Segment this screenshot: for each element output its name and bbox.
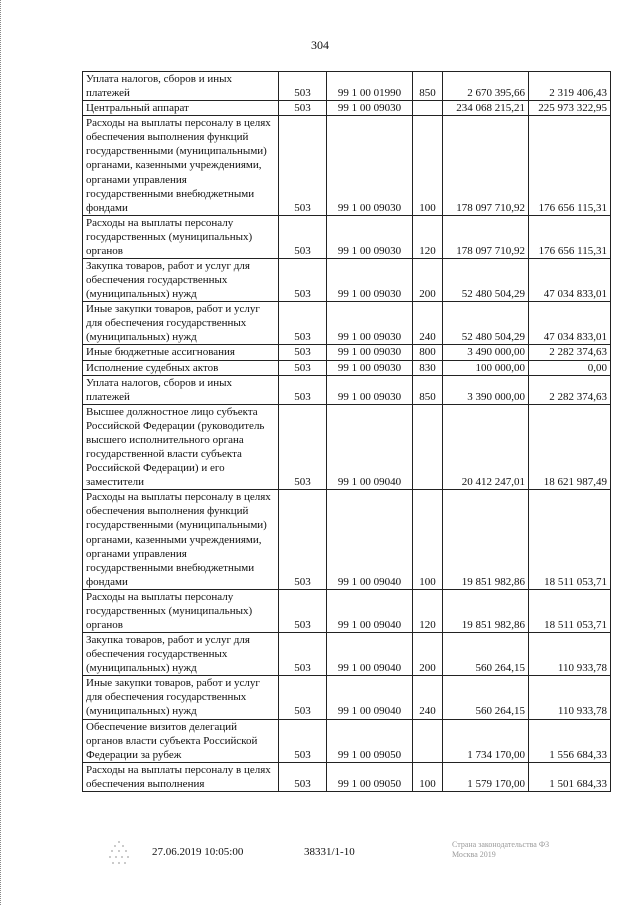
cell-target: 99 1 00 09030 — [327, 375, 413, 404]
cell-name: Центральный аппарат — [83, 101, 279, 116]
cell-name: Уплата налогов, сборов и иных платежей — [83, 72, 279, 101]
cell-value-1: 52 480 504,29 — [443, 259, 529, 302]
cell-type: 200 — [413, 633, 443, 676]
cell-type: 100 — [413, 762, 443, 791]
cell-target: 99 1 00 09050 — [327, 762, 413, 791]
cell-value-2: 176 656 115,31 — [529, 215, 611, 258]
table-row — [83, 302, 611, 345]
cell-value-1: 178 097 710,92 — [443, 116, 529, 216]
footer-watermark — [452, 840, 549, 861]
table-row — [83, 490, 611, 590]
cell-value-1: 19 851 982,86 — [443, 589, 529, 632]
cell-type: 100 — [413, 490, 443, 590]
cell-target: 99 1 00 09040 — [327, 404, 413, 489]
cell-name: Иные закупки товаров, работ и услуг для обеспечения государственных (муниципальных) нужд — [83, 676, 279, 719]
table-row — [83, 116, 611, 216]
cell-name: Уплата налогов, сборов и иных платежей — [83, 375, 279, 404]
watermark-line-1: Страна законодательства ФЗ — [452, 840, 550, 849]
cell-code: 503 — [279, 719, 327, 762]
cell-name: Обеспечение визитов делегаций органов власти субъекта Российской Федерации за рубеж — [83, 719, 279, 762]
cell-value-1: 560 264,15 — [443, 633, 529, 676]
budget-table — [82, 71, 611, 792]
cell-name: Расходы на выплаты персоналу в целях обеспечения выполнения — [83, 762, 279, 791]
cell-target: 99 1 00 09030 — [327, 101, 413, 116]
cell-code: 503 — [279, 404, 327, 489]
cell-type: 800 — [413, 345, 443, 360]
cell-type: 850 — [413, 72, 443, 101]
cell-target: 99 1 00 09030 — [327, 215, 413, 258]
cell-type: 200 — [413, 259, 443, 302]
cell-type: 120 — [413, 215, 443, 258]
cell-target: 99 1 00 09030 — [327, 345, 413, 360]
scan-edge — [0, 0, 4, 905]
cell-target: 99 1 00 09030 — [327, 360, 413, 375]
cell-code: 503 — [279, 259, 327, 302]
table-row — [83, 404, 611, 489]
cell-value-1: 178 097 710,92 — [443, 215, 529, 258]
cell-value-2: 18 621 987,49 — [529, 404, 611, 489]
cell-target: 99 1 00 09040 — [327, 490, 413, 590]
page-number: 304 — [311, 38, 329, 52]
cell-value-2: 2 282 374,63 — [529, 345, 611, 360]
table-row — [83, 762, 611, 791]
cell-code: 503 — [279, 633, 327, 676]
table-row — [83, 259, 611, 302]
cell-value-1: 3 490 000,00 — [443, 345, 529, 360]
cell-value-2: 225 973 322,95 — [529, 101, 611, 116]
table-row — [83, 589, 611, 632]
table-row — [83, 360, 611, 375]
cell-value-2: 18 511 053,71 — [529, 490, 611, 590]
table-row — [83, 719, 611, 762]
cell-code: 503 — [279, 375, 327, 404]
cell-type — [413, 404, 443, 489]
cell-target: 99 1 00 09030 — [327, 259, 413, 302]
table-row — [83, 101, 611, 116]
cell-target: 99 1 00 09030 — [327, 116, 413, 216]
cell-code: 503 — [279, 101, 327, 116]
cell-value-1: 2 670 395,66 — [443, 72, 529, 101]
cell-name: Расходы на выплаты персоналу государственных (муниципальных) органов — [83, 215, 279, 258]
cell-type: 240 — [413, 676, 443, 719]
cell-value-1: 1 579 170,00 — [443, 762, 529, 791]
cell-name: Расходы на выплаты персоналу государственных (муниципальных) органов — [83, 589, 279, 632]
cell-name: Иные бюджетные ассигнования — [83, 345, 279, 360]
table-row — [83, 633, 611, 676]
cell-code: 503 — [279, 116, 327, 216]
cell-name: Расходы на выплаты персоналу в целях обеспечения выполнения функций государственными (муниципальными) органами, казенными учреждениями, органами управления государственными внебюджетными фондами — [83, 490, 279, 590]
cell-code: 503 — [279, 490, 327, 590]
cell-value-1: 20 412 247,01 — [443, 404, 529, 489]
cell-value-2: 2 319 406,43 — [529, 72, 611, 101]
cell-target: 99 1 00 09040 — [327, 589, 413, 632]
cell-target: 99 1 00 09040 — [327, 633, 413, 676]
cell-value-2: 0,00 — [529, 360, 611, 375]
cell-target: 99 1 00 09040 — [327, 676, 413, 719]
cell-value-1: 3 390 000,00 — [443, 375, 529, 404]
cell-value-1: 560 264,15 — [443, 676, 529, 719]
cell-code: 503 — [279, 360, 327, 375]
cell-name: Расходы на выплаты персоналу в целях обеспечения выполнения функций государственными (муниципальными) органами, казенными учреждениями, органами управления государственными внебюджетными фондами — [83, 116, 279, 216]
cell-code: 503 — [279, 589, 327, 632]
watermark-line-2: Москва 2019 — [452, 850, 496, 860]
cell-value-2: 47 034 833,01 — [529, 259, 611, 302]
cell-value-1: 52 480 504,29 — [443, 302, 529, 345]
cell-type: 830 — [413, 360, 443, 375]
cell-target: 99 1 00 01990 — [327, 72, 413, 101]
cell-name: Закупка товаров, работ и услуг для обеспечения государственных (муниципальных) нужд — [83, 259, 279, 302]
cell-code: 503 — [279, 72, 327, 101]
stamp-icon — [104, 838, 134, 873]
cell-value-2: 1 556 684,33 — [529, 719, 611, 762]
cell-value-2: 110 933,78 — [529, 676, 611, 719]
table-row — [83, 375, 611, 404]
cell-type — [413, 719, 443, 762]
cell-code: 503 — [279, 345, 327, 360]
footer-datetime: 27.06.2019 10:05:00 — [152, 846, 244, 858]
cell-type — [413, 101, 443, 116]
table-row — [83, 676, 611, 719]
cell-code: 503 — [279, 302, 327, 345]
cell-value-1: 1 734 170,00 — [443, 719, 529, 762]
table-row — [83, 345, 611, 360]
cell-value-2: 1 501 684,33 — [529, 762, 611, 791]
table-row — [83, 215, 611, 258]
cell-type: 850 — [413, 375, 443, 404]
cell-name: Исполнение судебных актов — [83, 360, 279, 375]
cell-target: 99 1 00 09030 — [327, 302, 413, 345]
footer-doc-id: 38331/1-10 — [304, 846, 355, 858]
cell-name: Закупка товаров, работ и услуг для обеспечения государственных (муниципальных) нужд — [83, 633, 279, 676]
cell-code: 503 — [279, 215, 327, 258]
cell-target: 99 1 00 09050 — [327, 719, 413, 762]
cell-value-1: 234 068 215,21 — [443, 101, 529, 116]
cell-value-1: 100 000,00 — [443, 360, 529, 375]
cell-value-2: 18 511 053,71 — [529, 589, 611, 632]
cell-name: Иные закупки товаров, работ и услуг для обеспечения государственных (муниципальных) нужд — [83, 302, 279, 345]
cell-type: 240 — [413, 302, 443, 345]
cell-type: 120 — [413, 589, 443, 632]
cell-code: 503 — [279, 676, 327, 719]
cell-type: 100 — [413, 116, 443, 216]
cell-value-2: 47 034 833,01 — [529, 302, 611, 345]
cell-value-2: 110 933,78 — [529, 633, 611, 676]
cell-code: 503 — [279, 762, 327, 791]
cell-value-2: 2 282 374,63 — [529, 375, 611, 404]
cell-value-1: 19 851 982,86 — [443, 490, 529, 590]
cell-name: Высшее должностное лицо субъекта Российской Федерации (руководитель высшего исполнительного органа государственной власти субъекта Российской Федерации) и его заместители — [83, 404, 279, 489]
cell-value-2: 176 656 115,31 — [529, 116, 611, 216]
table-row — [83, 72, 611, 101]
